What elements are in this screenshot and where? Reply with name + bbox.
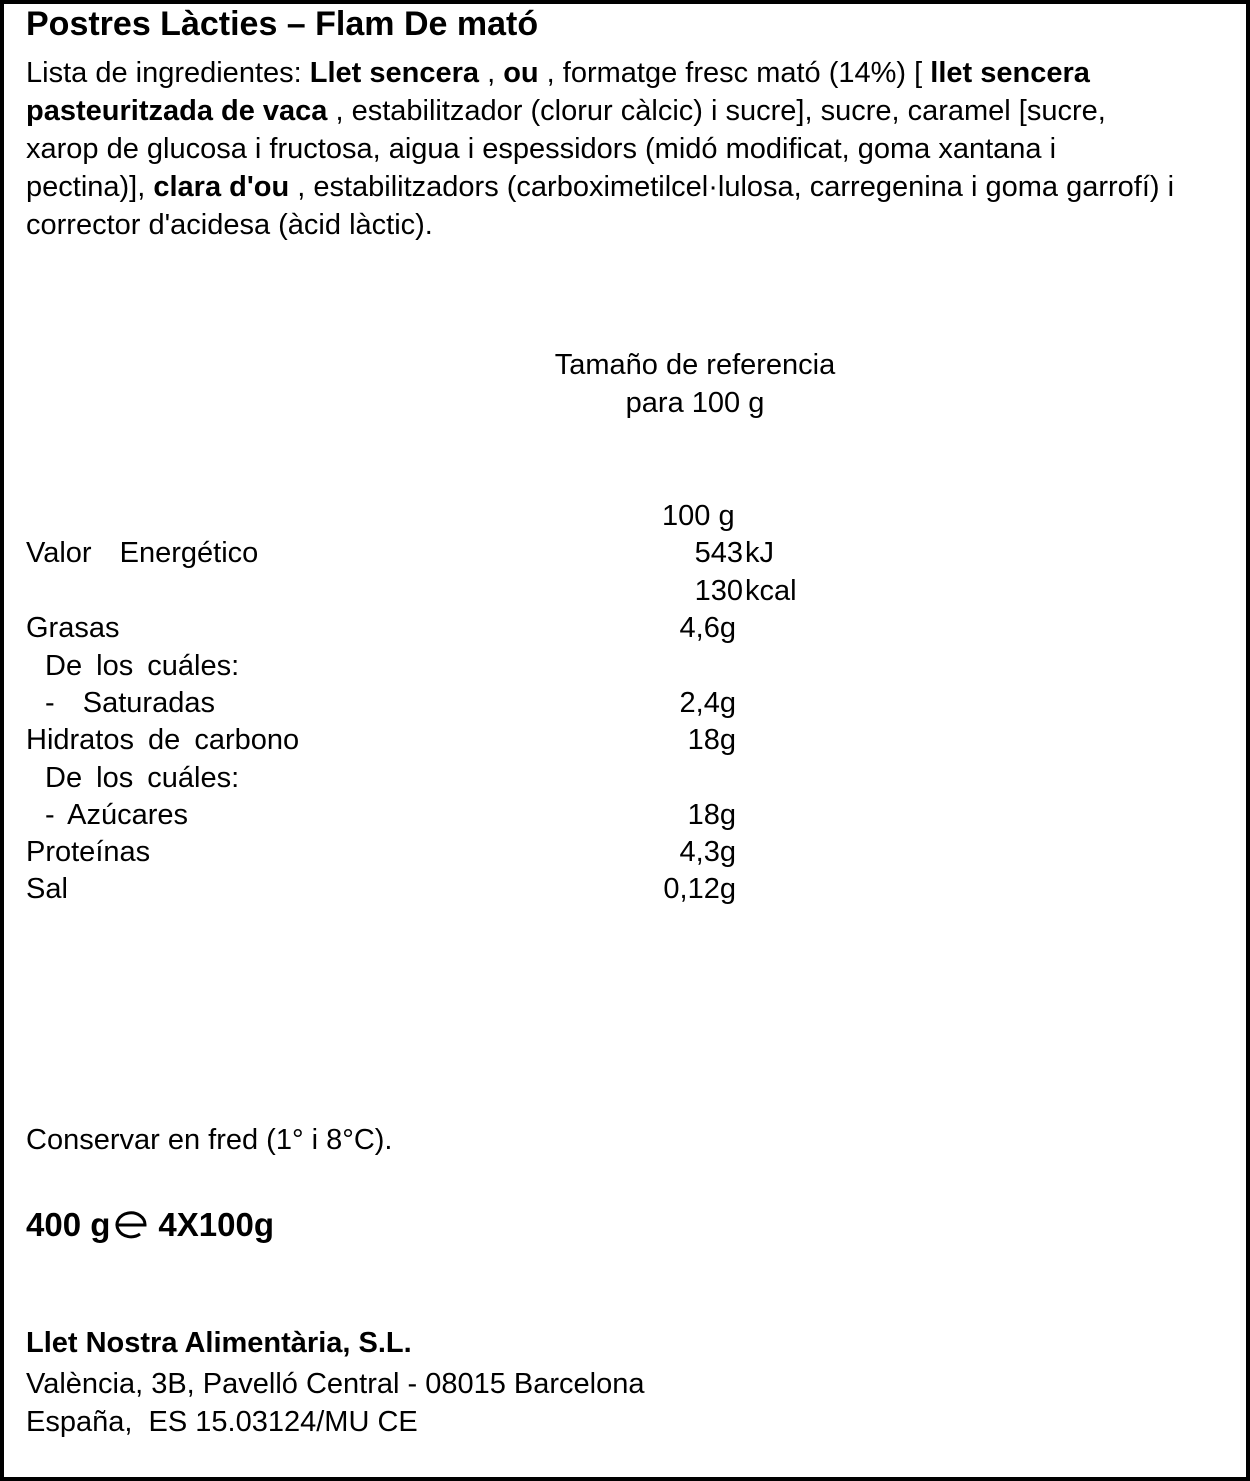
nutrition-row-protein [0, 834, 1250, 871]
nutrition-row-saturates [0, 685, 1250, 722]
nutrient-label: Proteínas [26, 836, 151, 868]
ingredients-intro: Lista de ingredientes: [26, 57, 310, 89]
nutrient-label: - Saturadas [45, 687, 215, 719]
nutrition-row-sugars [0, 797, 1250, 834]
nutrient-value: 18g [687, 724, 736, 756]
nutrient-label: Hidratos de carbono [26, 724, 300, 756]
nutrient-sublabel: De los cuáles: [45, 650, 240, 682]
nutrition-column-header-row [0, 498, 1250, 535]
ingredients-text: , estabilitzador (clorur càlcic) i sucre], sucre, caramel [sucre, xarop de glucosa i fructosa, aigua i espessidors (midó modificat, goma xantana i pectina)], [26, 95, 1106, 203]
net-weight-packs: 4X100g [158, 1206, 274, 1243]
nutrient-value: 0,12g [663, 873, 736, 905]
nutrition-row-carbs-subheader [0, 760, 1250, 797]
reference-size-line2: para 100 g [625, 387, 765, 419]
nutrient-label: Grasas [26, 612, 120, 644]
storage-instructions: Conservar en fred (1° i 8°C). [26, 1124, 393, 1156]
nutrient-value: 18g [687, 799, 736, 831]
energy-kcal-unit: kcal [745, 575, 797, 607]
nutrient-label: - Azúcares [45, 799, 188, 831]
nutrition-row-carbohydrate [0, 722, 1250, 759]
net-weight-total: 400 g [26, 1206, 111, 1243]
column-header-100g: 100 g [662, 500, 735, 532]
registration-line: España, ES 15.03124/MU CE [26, 1406, 418, 1438]
nutrient-sublabel: De los cuáles: [45, 762, 240, 794]
nutrition-row-salt [0, 871, 1250, 908]
nutrient-value: 4,6g [679, 612, 736, 644]
nutrition-row-energy-kcal [0, 573, 1250, 610]
nutrient-value: 4,3g [679, 836, 736, 868]
nutrition-row-fat [0, 610, 1250, 647]
reference-size-header [490, 346, 900, 422]
ingredients-text: , estabilitzadors (carboximetilcel·lulosa, carregenina i goma garrofí) i corrector d'acidesa (àcid làctic). [26, 171, 1175, 241]
allergen-whole-milk: Llet sencera [309, 57, 480, 89]
nutrition-row-fat-subheader [0, 648, 1250, 685]
ingredients-list [26, 54, 1176, 244]
allergen-pasteurised-milk: llet sencera pasteuritzada de vaca [26, 57, 1090, 127]
estimated-sign-icon [114, 1211, 150, 1239]
manufacturer-name: Llet Nostra Alimentària, S.L. [26, 1327, 412, 1359]
energy-kj-value: 543 [694, 537, 743, 569]
ingredients-text: , formatge fresc mató (14%) [ [538, 57, 931, 89]
product-title: Postres Làcties – Flam De mató [26, 5, 539, 43]
nutrient-label: Valor Energético [26, 537, 259, 569]
ingredients-text: , [479, 57, 504, 89]
address-line: València, 3B, Pavelló Central - 08015 Barcelona [26, 1368, 645, 1400]
reference-size-line1: Tamaño de referencia [554, 349, 836, 381]
energy-kj-unit: kJ [745, 537, 774, 569]
nutrition-row-energy [0, 535, 1250, 572]
nutrient-label: Sal [26, 873, 68, 905]
manufacturer-address [26, 1365, 645, 1441]
allergen-egg: ou [503, 57, 539, 89]
energy-kcal-value: 130 [694, 575, 743, 607]
allergen-egg-white: clara d'ou [153, 171, 290, 203]
nutrient-value: 2,4g [679, 687, 736, 719]
net-weight [26, 1203, 274, 1247]
